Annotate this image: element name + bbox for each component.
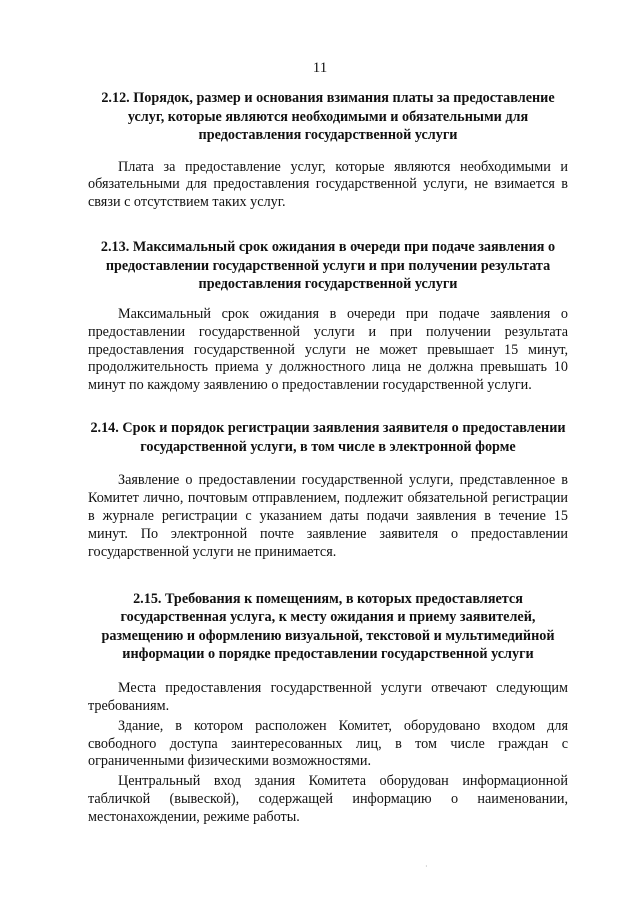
section-2-14 — [88, 419, 568, 562]
page-number: 11 — [312, 60, 328, 76]
section-paragraph: Здание, в котором расположен Комитет, оборудовано входом для свободного доступа заинтересованных лиц, в том числе граждан с ограниченными физическими возможностями. — [88, 717, 568, 770]
section-heading: 2.12. Порядок, размер и основания взимания платы за предоставление услуг, которые являются необходимыми и обязательными для предоставления государственной услуги — [101, 90, 555, 143]
section-paragraph: Заявление о предоставлении государственной услуги, представленное в Комитет лично, почтовым отправлением, подлежит обязательной регистрации в журнале регистрации с указанием даты подачи заявления в течение 15 минут. По электронной почте заявление заявителя о предоставлении государственной услуги не принимается. — [88, 472, 568, 560]
section-2-12 — [88, 89, 568, 212]
document-body — [88, 89, 568, 827]
section-paragraph: Центральный вход здания Комитета оборудован информационной табличкой (вывеской), содержащей информацию о наименовании, местонахождении, режиме работы. — [88, 773, 568, 826]
section-paragraph: Максимальный срок ожидания в очереди при подаче заявления о предоставлении государственной услуги и при получении результата предоставления государственной услуги не может превышает 15 минут, продолжительность приема у должностного лица не должна превышать 10 минут по каждому заявлению о предоставлении государственной услуги. — [88, 305, 568, 394]
section-2-13 — [88, 238, 568, 395]
section-heading: 2.15. Требования к помещениям, в которых предоставляется государственная услуга, к месту ожидания и приему заявителей, размещению и оформлению визуальной, текстовой и мультимедийной информации о порядке предоставлении государственной услуги — [101, 590, 555, 663]
scan-speck: · — [425, 862, 428, 871]
section-heading: 2.14. Срок и порядок регистрации заявления заявителя о предоставлении государственной услуги, в том числе в электронной форме — [90, 420, 566, 455]
section-paragraph: Плата за предоставление услуг, которые являются необходимыми и обязательными для предоставления государственной услуги, не взимается в связи с отсутствием таких услуг. — [88, 158, 568, 211]
section-heading: 2.13. Максимальный срок ожидания в очереди при подаче заявления о предоставлении государственной услуги и при получении результата предоставления государственной услуги — [100, 239, 556, 293]
section-paragraph: Места предоставления государственной услуги отвечают следующим требованиям. — [88, 679, 568, 714]
section-2-15 — [88, 590, 568, 827]
